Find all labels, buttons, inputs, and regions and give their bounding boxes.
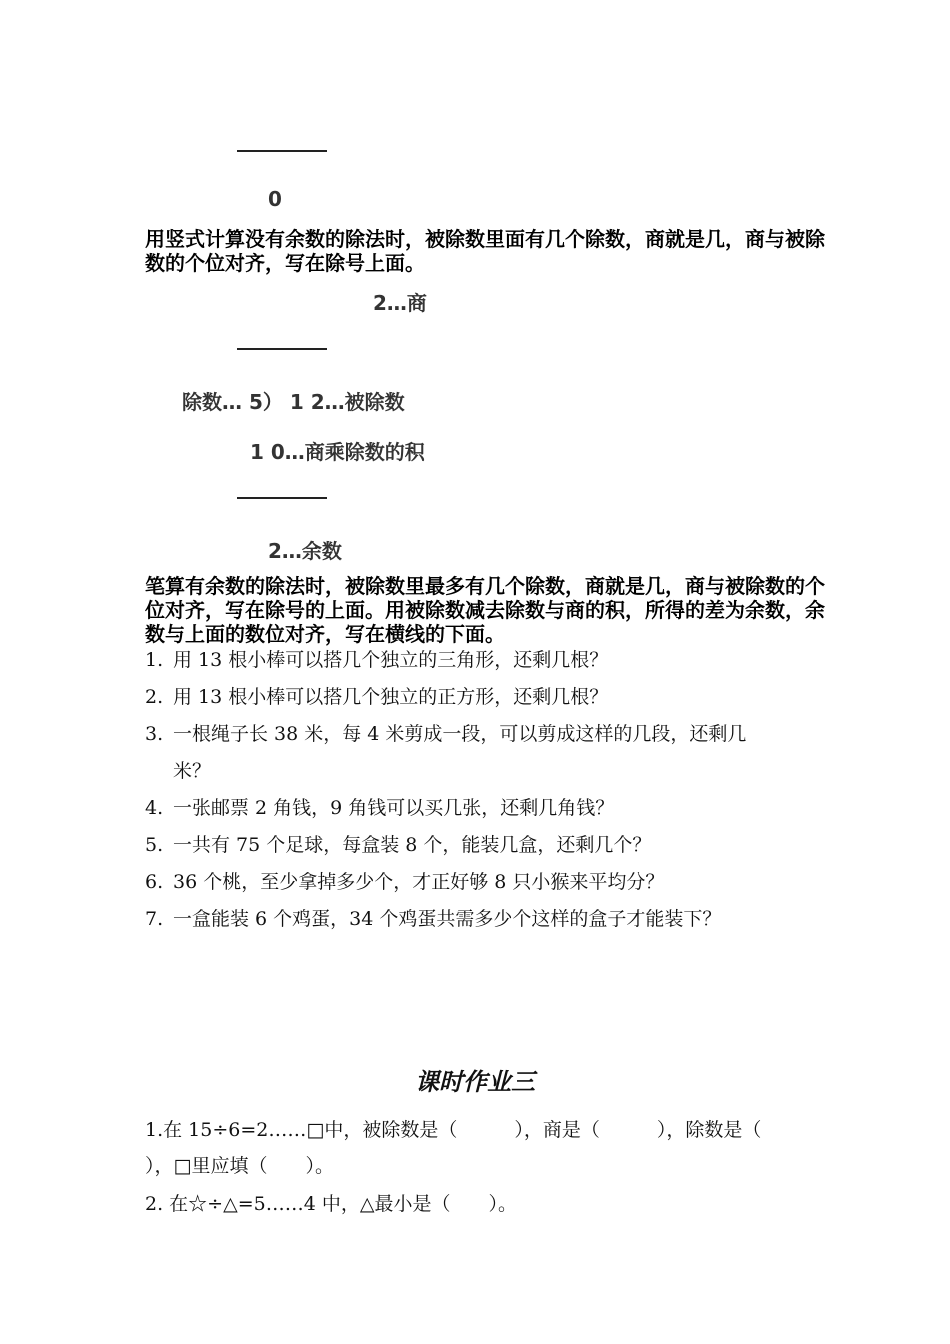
question-text: 用 13 根小棒可以搭几个独立的三角形，还剩几根？ xyxy=(173,649,609,671)
question-1 xyxy=(145,646,608,674)
quotient-label: 2…商 xyxy=(373,291,427,315)
question-number: 2. xyxy=(145,686,164,708)
section-title: 课时作业三 xyxy=(415,1067,535,1096)
product-label: 1 0…商乘除数的积 xyxy=(250,440,425,464)
question-text: 一根绳子长 38 米，每 4 米剪成一段，可以剪成这样的几段，还剩几 xyxy=(173,723,747,745)
question-text: 用 13 根小棒可以搭几个独立的正方形，还剩几根？ xyxy=(173,686,609,708)
homework-item-1-line-2: ），□里应填（ ）。 xyxy=(145,1155,334,1177)
question-3 xyxy=(145,720,746,748)
question-text: 一盒能装 6 个鸡蛋，34 个鸡蛋共需多少个这样的盒子才能装下？ xyxy=(173,908,722,930)
question-text-continued: 米？ xyxy=(173,760,212,782)
question-number: 7. xyxy=(145,908,164,930)
question-4 xyxy=(145,794,614,822)
question-7 xyxy=(145,905,721,933)
remainder-label: 2…余数 xyxy=(268,539,342,563)
homework-item-1 xyxy=(145,1112,815,1184)
question-text: 一共有 75 个足球，每盒装 8 个，能装几盒，还剩几个？ xyxy=(173,834,652,856)
question-3-continued xyxy=(145,757,211,785)
homework-item-1-line-1: 1.在 15÷6=2……□中，被除数是（ ），商是（ ），除数是（ xyxy=(145,1119,762,1141)
rule-with-remainder: 笔算有余数的除法时，被除数里最多有几个除数，商就是几，商与被除数的个位对齐，写在除号的上面。用被除数减去除数与商的积，所得的差为余数，余数与上面的数位对齐，写在横线的下面。 xyxy=(145,574,825,646)
question-number: 5. xyxy=(145,834,164,856)
divisor-dividend-label: 除数… 5） 1 2…被除数 xyxy=(182,390,405,414)
rule-no-remainder: 用竖式计算没有余数的除法时，被除数里面有几个除数，商就是几，商与被除数的个位对齐，写在除号上面。 xyxy=(145,227,825,275)
question-text: 一张邮票 2 角钱，9 角钱可以买几张，还剩几角钱？ xyxy=(173,797,615,819)
question-5 xyxy=(145,831,651,859)
question-number: 1. xyxy=(145,649,164,671)
question-text: 36 个桃，至少拿掉多少个，才正好够 8 只小猴来平均分？ xyxy=(173,871,665,893)
remainder-zero: 0 xyxy=(268,187,282,211)
question-number: 6. xyxy=(145,871,164,893)
question-number: 4. xyxy=(145,797,164,819)
homework-item-2: 2. 在☆÷△=5……4 中，△最小是（ ）。 xyxy=(145,1193,517,1215)
question-2 xyxy=(145,683,608,711)
division-bar xyxy=(237,150,327,152)
subtraction-bar xyxy=(237,497,327,499)
question-number: 3. xyxy=(145,723,164,745)
division-bar xyxy=(237,348,327,350)
question-6 xyxy=(145,868,664,896)
